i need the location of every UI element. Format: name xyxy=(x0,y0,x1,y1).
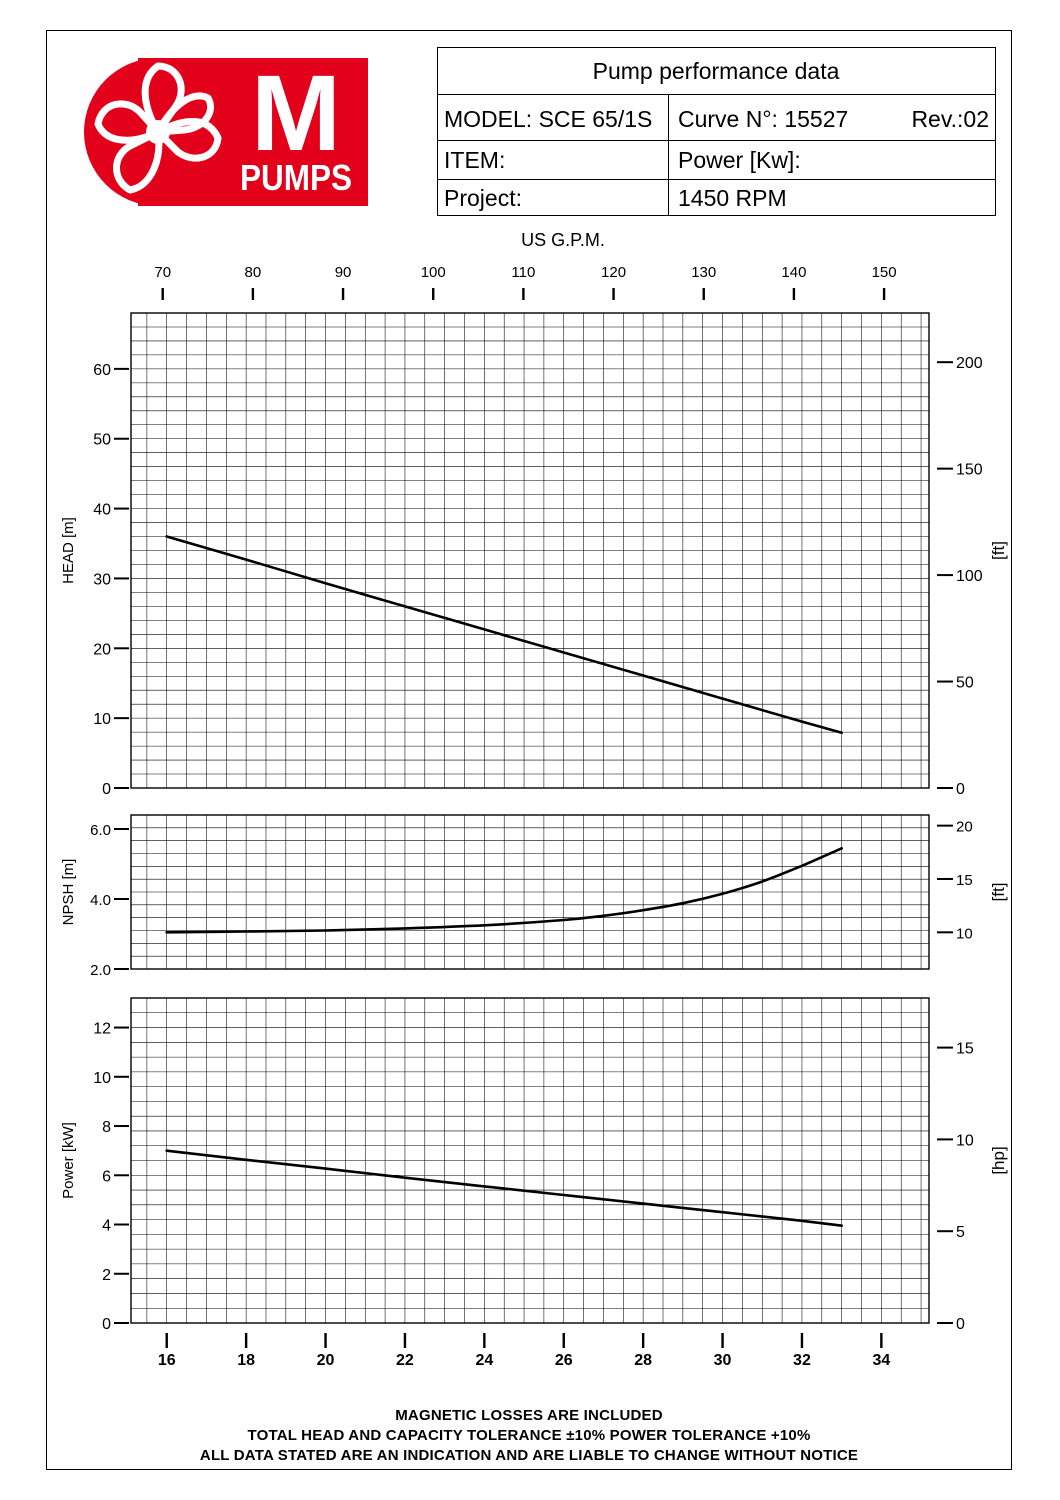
x-tick-label: 26 xyxy=(554,1352,573,1369)
y-tick-label: 10 xyxy=(93,1069,111,1087)
y-axis-title: Power [kW] xyxy=(60,1122,77,1199)
power-label: Power [Kw]: xyxy=(678,147,801,173)
x2-tick-label: 100 xyxy=(420,264,446,281)
y-tick-label: 60 xyxy=(93,361,111,379)
y-tick-label: 6.0 xyxy=(90,822,111,839)
x-tick-label: 16 xyxy=(157,1352,176,1369)
y2-tick-label: 200 xyxy=(956,355,983,373)
item-label: ITEM: xyxy=(444,147,506,173)
footnotes xyxy=(46,1406,1012,1466)
revision: Rev.:02 xyxy=(911,106,989,132)
x2-axis-title: US G.P.M. xyxy=(521,230,605,250)
x-tick-label: 18 xyxy=(237,1352,256,1369)
y-tick-label: 50 xyxy=(93,431,111,449)
y-tick-label: 4 xyxy=(102,1217,111,1235)
footnote-line: ALL DATA STATED ARE AN INDICATION AND ARE LIABLE TO CHANGE WITHOUT NOTICE xyxy=(199,1447,859,1464)
y2-tick-label: 100 xyxy=(956,568,983,586)
x2-tick-label: 150 xyxy=(871,264,897,281)
x-tick-label: 30 xyxy=(713,1352,732,1369)
y-tick-label: 10 xyxy=(93,711,111,729)
x2-tick-label: 110 xyxy=(511,264,536,281)
x2-tick-label: 140 xyxy=(781,264,807,281)
project-label: Project: xyxy=(444,185,522,211)
axes-layer xyxy=(114,288,953,1348)
x-tick-label: 20 xyxy=(316,1352,335,1369)
x2-tick-label: 80 xyxy=(244,264,262,281)
curve-number: Curve N°: 15527 xyxy=(678,106,849,132)
y-tick-label: 4.0 xyxy=(90,892,111,909)
x-tick-label: 28 xyxy=(634,1352,653,1369)
y-tick-label: 8 xyxy=(102,1119,111,1137)
footnote-line: MAGNETIC LOSSES ARE INCLUDED xyxy=(395,1407,663,1424)
y2-axis-title: [ft] xyxy=(989,541,1008,560)
rpm-label: 1450 RPM xyxy=(678,185,787,211)
y2-tick-label: 50 xyxy=(956,674,974,692)
y-tick-label: 2.0 xyxy=(90,962,111,979)
y2-tick-label: 150 xyxy=(956,461,983,479)
logo-letter: M xyxy=(251,58,341,173)
x-tick-label: 24 xyxy=(475,1352,494,1369)
x-tick-label: 34 xyxy=(872,1352,891,1369)
grid-layer xyxy=(131,313,929,1323)
labels-layer xyxy=(60,230,1008,1369)
y-tick-label: 30 xyxy=(93,571,111,589)
y-tick-label: 0 xyxy=(102,1316,111,1333)
y2-tick-label: 10 xyxy=(956,925,973,943)
y2-tick-label: 5 xyxy=(956,1224,965,1242)
y-tick-label: 12 xyxy=(93,1020,111,1038)
y2-tick-label: 15 xyxy=(956,871,973,889)
y-tick-label: 0 xyxy=(102,781,111,798)
x-tick-label: 32 xyxy=(793,1352,811,1369)
y2-tick-label: 20 xyxy=(956,818,973,836)
x-tick-label: 22 xyxy=(396,1352,414,1369)
y2-tick-label: 15 xyxy=(956,1040,974,1058)
y-tick-label: 40 xyxy=(93,501,111,519)
y2-axis-title: [hp] xyxy=(989,1146,1008,1175)
y-tick-label: 20 xyxy=(93,641,111,659)
x2-tick-label: 70 xyxy=(154,264,172,281)
y-tick-label: 2 xyxy=(102,1266,111,1284)
logo-word: PUMPS xyxy=(240,157,352,198)
x2-tick-label: 130 xyxy=(691,264,717,281)
y-axis-title: NPSH [m] xyxy=(60,858,77,926)
title-heading: Pump performance data xyxy=(592,58,840,84)
footnote-line: TOTAL HEAD AND CAPACITY TOLERANCE ±10% POWER TOLERANCE +10% xyxy=(247,1427,811,1444)
y2-axis-title: [ft] xyxy=(989,882,1008,902)
y2-tick-label: 0 xyxy=(956,781,965,798)
x2-tick-label: 90 xyxy=(334,264,352,281)
y-axis-title: HEAD [m] xyxy=(60,517,77,584)
y-tick-label: 6 xyxy=(102,1168,111,1186)
y2-tick-label: 10 xyxy=(956,1132,974,1150)
y2-tick-label: 0 xyxy=(956,1316,965,1333)
model-label: MODEL: SCE 65/1S xyxy=(444,106,653,132)
x2-tick-label: 120 xyxy=(601,264,627,281)
